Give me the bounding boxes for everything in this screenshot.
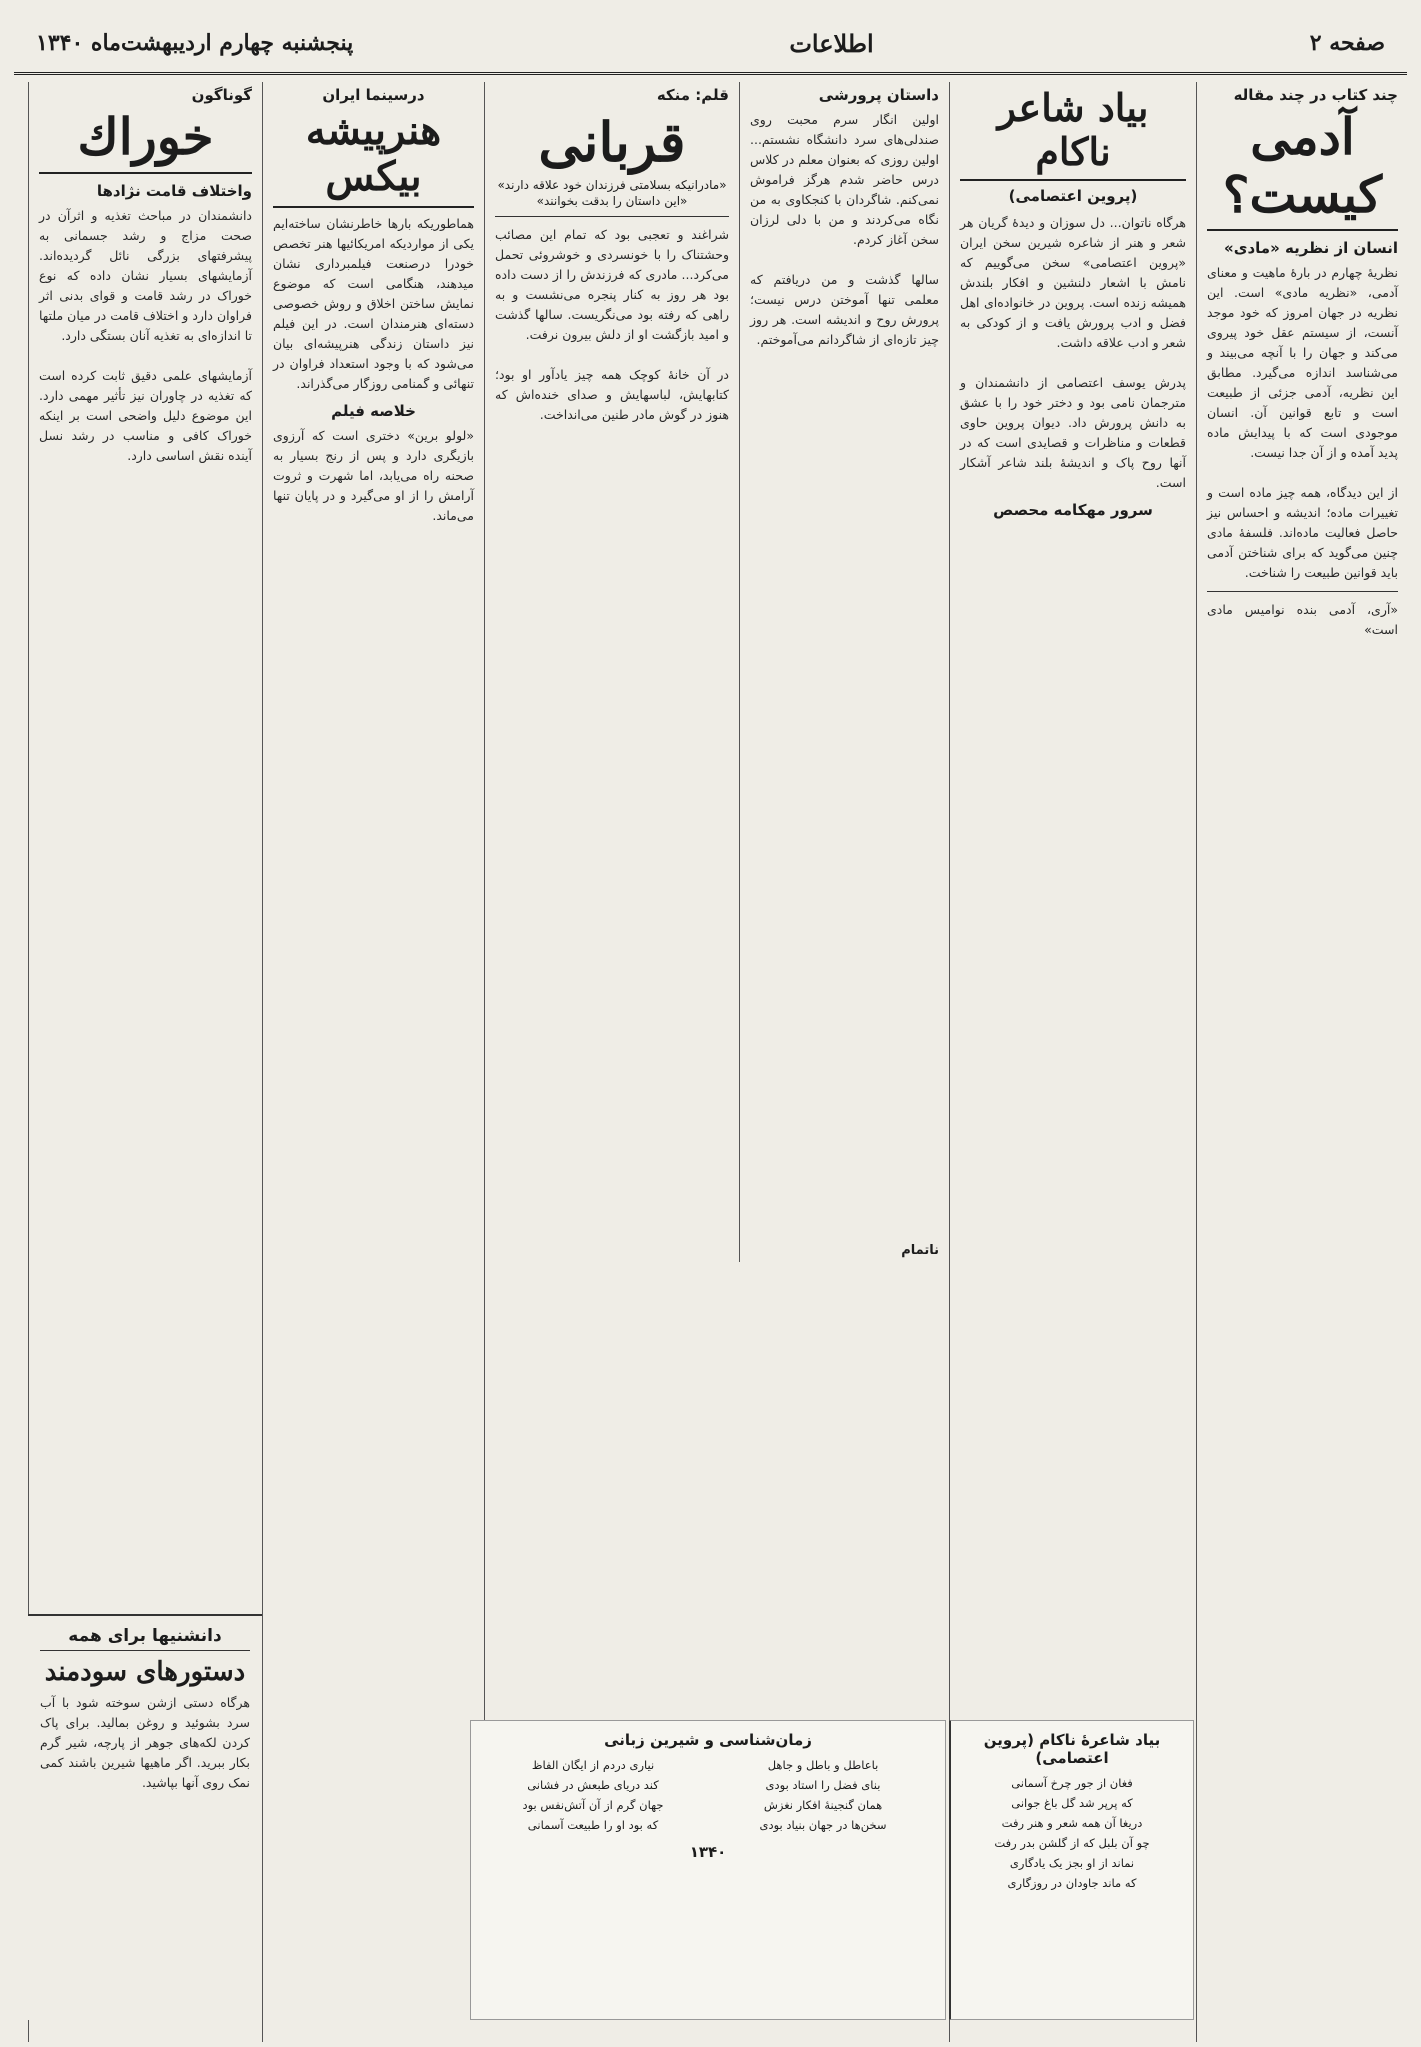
date-line: پنجشنبه چهارم اردیبهشت‌ماه ۱۳۴۰ [36,30,354,56]
article-note: «آری، آدمی بنده نوامیس مادی است» [1203,602,1398,637]
article-title: آدمی کیست؟ [1207,108,1398,231]
article-body: هرگاه ناتوان... دل سوزان و دیدهٔ گریان هر شعر و هنر از شاعره شیرین سخن ایران «پروین اعتصامی» سخن می‌گوییم که نامش با اشعار دلنشین و افکار بلندش همیشه زنده است. پروین در خانواده‌ای اهل فضل و ادب پرورش یافت و از کودکی به شعر و ادب علاقه داشت. پدرش یوسف اعتصامی از دانشمندان و مترجمان نامی بود و دختر خود را با عشق به دانش پرورش داد. دیوان پروین حاوی قطعات و مناظرات و قصایدی است که در آنها روح پاک و اندیشهٔ بلند شاعر آشکار است. [960,215,1187,491]
story-signature: ناتمام [901,1243,939,1258]
article-title: خوراك [39,108,252,174]
article-title: بیاد شاعر ناکام [960,86,1186,181]
article-body: هماطوریکه بارها خاطرنشان ساخته‌ایم یکی از مواردیکه امریکائیها هنر تخصص خودرا درصنعت فیلمبرداری نشان میدهند، هنگامی است که موضوع نمایش ساختن اخلاق و روش خصوصی دسته‌ای هنرمندان است. در این فیلم نیز داستان زندگی هنرپیشه‌ای بیان می‌شود که با وجود استعداد فراوان در تنهائی و گمنامی روزگار می‌گذراند. [269,216,474,391]
story-body: شراغند و تعجبی بود که تمام این مصائب وحشتناک را با خونسردی و خوشروئی تحمل می‌کرد... مادری که فرزندش را از دست داده بود هر روز به کنار پنجره می‌نشست و به راهی که رفته بود می‌نگریست. سالها گذشت و امید بازگشت او از دلش بیرون نرفت. در آن خانهٔ کوچک همه چیز یادآور او بود؛ کتابهایش، لباسهایش و صدای خنده‌اش که هنوز در گوش مادر طنین می‌انداخت. [495,227,729,422]
poem-box-parvin [949,1720,1194,2020]
poem-title: زمان‌شناسی و شیرین زبانی [604,1731,812,1749]
poem-column-left: نیاری دردم از ایگان الفاظ کند دریای طبعش در فشانی جهان گرم از آن آتش‌نفس بود که بود او را طبیعت آسمانی [522,1758,664,1832]
story-tagline: «مادرانیکه بسلامتی فرزندان خود علاقه دارند» [497,178,727,192]
divider [1207,591,1398,592]
tips-box-header: دانشنیها برای همه [40,1626,250,1651]
column-header-label: داستان پرورشی [818,86,939,104]
poem-grid [483,1755,933,1835]
column-header [750,86,939,104]
article-title: هنرپیشه بیکس [273,108,474,208]
column-article-human [1196,82,1408,2042]
column-story [739,82,949,1262]
tips-box-body: هرگاه دستی ازشن سوخته شود با آب سرد بشوئید و روغن بمالید. برای پاک کردن لکه‌های جوهر از پارچه، شیر گرم بکار ببرید. اگر ماهیها شیرین باشند کمی نمک روی آنها بپاشید. [36,1695,250,1790]
story-body: اولین انگار سرم محبت روی صندلی‌های سرد دانشگاه نشستم... اولین روزی که بعنوان معلم در کلاس درس حاضر شدم هرگز فراموش نمی‌کنم. شاگردان با کنجکاوی به من نگاه می‌کردند و من با دلی لرزان سخن آغاز کردم. سالها گذشت و من دریافتم که معلمی تنها آموختن درس نیست؛ پرورش روح و اندیشه است. هر روز چیز تازه‌ای از شاگردانم می‌آموختم. [750,112,940,347]
article-body: نظریهٔ چهارم در بارهٔ ماهیت و معنای آدمی، «نظریه مادی» است. این نظریه در جهان امروز که خود موجد آنست، از سیستم عقل خود پیروی می‌کند و جهان را با آنچه می‌بیند و می‌شناسد اندازه می‌گیرد. مطابق این نظریه، آدمی جزئی از طبیعت است و تابع قوانین آن. انسان موجودی است که با پیدایش ماده پدید آمده و از آن جدا نیست. از این دیدگاه، همه چیز ماده است و تغییرات ماده؛ اندیشه و احساس نیز حاصل فعالیت ماده‌اند. فلسفهٔ مادی چنین می‌گوید که برای شناختن آدمی باید قوانین طبیعت را شناخت. [1207,265,1398,580]
article-subhead: انسان از نظریه «مادی» [1224,239,1398,257]
column-cinema [262,82,484,2042]
tips-box [28,1614,262,2020]
poem-column-right: باعاطل و باطل و جاهل بنای فضل را استاد بودی همان گنجینهٔ افکار نغزش سخن‌ها در جهان بنیاد بودی [759,1758,887,1832]
article-kicker: چند کتاب در چند مقاله [1233,86,1398,104]
section-header: درسینما ایران [322,86,425,104]
tips-box-title: دستورهای سودمند [44,1657,246,1687]
article-subhead: واختلاف قامت نژادها [96,181,252,200]
masthead-bar [14,14,1407,75]
column-header-label: قلم: منکه [656,86,729,104]
section-header: گوناگون [191,86,252,104]
poem-year: ۱۳۴۰ [689,1843,727,1861]
page-number: صفحه ۲ [1309,30,1385,56]
divider [495,216,729,217]
column-header [495,86,729,104]
poem-title: بیاد شاعرهٔ ناکام (پروین اعتصامی) [983,1731,1161,1767]
story-title: قربانی [538,110,686,174]
paper-name: اطلاعات [789,28,874,58]
column-story-sacrifice [484,82,739,1772]
article-author: (پروین اعتصامی) [1008,187,1138,206]
article-subhead: خلاصه فیلم [331,402,416,420]
article-body: دانشمندان در مباحث تغذیه و اثرآن در صحت مزاج و رشد جسمانی به پیشرفتهای بزرگی نائل گردیده‌اند. آزمایشهای بسیار نشان داده که نوع خوراک در رشد قامت و قوای بدنی اثر فراوان دارد و اختلاف قامت در میان ملتها تا اندازه‌ای به تغذیه آنان بستگی دارد. آزمایشهای علمی دقیق ثابت کرده است که تغذیه در چاوران نیز تأثیر مهمی دارد. این موضوع دلیل واضحی است بر اینکه خوراک کافی و مناسب در رشد نسل آینده نقش اساسی دارد. [39,207,252,463]
newspaper-page [14,14,1407,2033]
article-body-2: «لولو برین» دختری است که آرزوی بازیگری دارد و پس از رنج بسیار به صحنه راه می‌یابد، اما شهرت و ثروت آرامش را از او می‌گیرد و در پایان تنها می‌ماند. [269,428,475,523]
story-tagline-2: «این داستان را بدقت بخوانند» [536,194,688,208]
article-signature: سرور مهکامه محصص [993,501,1153,520]
poem-lines: فغان از جور چرخ آسمانی که پرپر شد گل باغ جوانی دریغا آن همه شعر و هنر رفت چو آن بلبل که از گلشن بدر رفت نماند از او بجز یک یادگاری که ماند جاودان در روزگاری [994,1776,1150,1890]
poem-box-eulogy [470,1720,946,2020]
